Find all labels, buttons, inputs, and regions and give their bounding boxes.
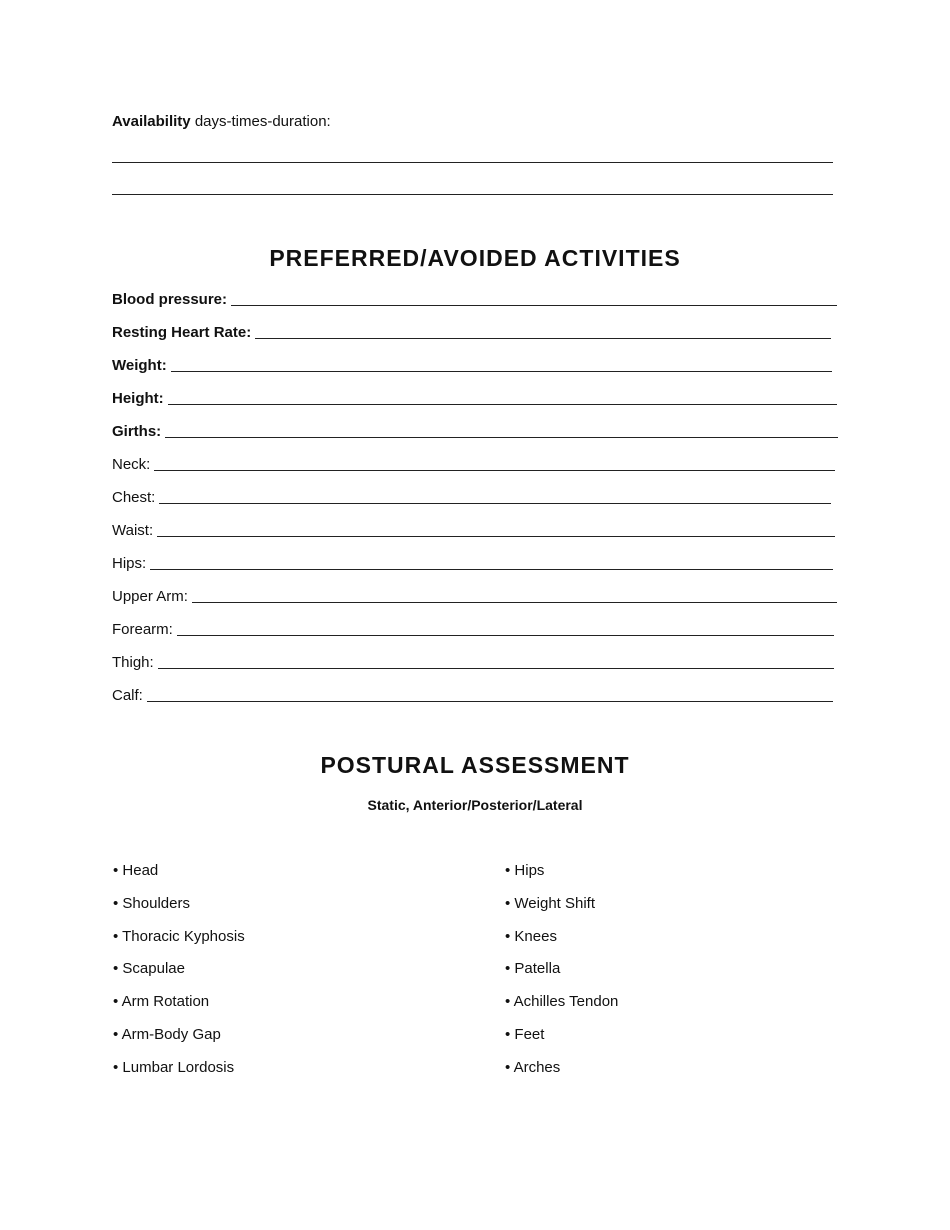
- field-rule[interactable]: [165, 437, 838, 438]
- list-item: • Achilles Tendon: [505, 993, 619, 1011]
- postural-list-right: [505, 862, 618, 1092]
- field-forearm[interactable]: [112, 619, 834, 639]
- field-girths[interactable]: [112, 421, 838, 441]
- field-label: Weight:: [112, 357, 167, 374]
- list-item: • Scapulae: [113, 960, 185, 978]
- list-item: • Weight Shift: [505, 894, 596, 912]
- field-rule[interactable]: [147, 701, 833, 702]
- field-resting-heart-rate[interactable]: [112, 322, 831, 342]
- list-item: • Feet: [505, 1025, 545, 1043]
- field-label: Thigh:: [112, 654, 154, 671]
- list-item: • Head: [113, 862, 159, 879]
- postural-subheading: Static, Anterior/Posterior/Lateral: [367, 797, 583, 813]
- field-upper-arm[interactable]: [112, 586, 837, 606]
- field-label: Chest:: [112, 489, 156, 506]
- list-item: • Shoulders: [113, 894, 190, 912]
- availability-line-2[interactable]: [112, 194, 833, 195]
- field-label: Blood pressure:: [112, 291, 228, 308]
- field-label: Neck:: [112, 456, 151, 473]
- field-hips[interactable]: [112, 553, 833, 573]
- field-calf[interactable]: [112, 685, 833, 705]
- field-label: Girths:: [112, 423, 162, 440]
- availability-label-bold: Availability: [112, 113, 191, 130]
- field-rule[interactable]: [192, 602, 837, 603]
- list-item: • Arm-Body Gap: [113, 1025, 221, 1043]
- field-label: Resting Heart Rate:: [112, 324, 252, 341]
- field-label: Forearm:: [112, 621, 173, 638]
- list-item: • Patella: [505, 960, 561, 978]
- field-rule[interactable]: [158, 668, 834, 669]
- field-rule[interactable]: [150, 569, 833, 570]
- field-thigh[interactable]: [112, 652, 834, 672]
- field-height[interactable]: [112, 388, 837, 408]
- field-label: Waist:: [112, 522, 154, 539]
- postural-list-left: [113, 862, 245, 1092]
- field-rule[interactable]: [168, 404, 837, 405]
- field-rule[interactable]: [157, 536, 835, 537]
- field-rule[interactable]: [154, 470, 835, 471]
- field-label: Calf:: [112, 687, 143, 704]
- field-blood-pressure[interactable]: [112, 289, 837, 309]
- field-rule[interactable]: [255, 338, 831, 339]
- activities-heading: PREFERRED/AVOIDED ACTIVITIES: [269, 245, 681, 271]
- list-item: • Thoracic Kyphosis: [113, 927, 245, 945]
- field-rule[interactable]: [159, 503, 831, 504]
- field-label: Hips:: [112, 555, 147, 572]
- field-label: Upper Arm:: [112, 588, 188, 605]
- list-item: • Hips: [505, 862, 545, 879]
- list-item: • Knees: [505, 927, 557, 945]
- availability-line-1[interactable]: [112, 162, 833, 163]
- field-waist[interactable]: [112, 520, 835, 540]
- field-rule[interactable]: [177, 635, 834, 636]
- field-rule[interactable]: [231, 305, 837, 306]
- list-item: • Arm Rotation: [113, 993, 210, 1011]
- field-neck[interactable]: [112, 454, 835, 474]
- field-rule[interactable]: [171, 371, 832, 372]
- postural-heading: POSTURAL ASSESSMENT: [320, 752, 630, 778]
- field-label: Height:: [112, 390, 164, 407]
- list-item: • Lumbar Lordosis: [113, 1058, 235, 1076]
- field-weight[interactable]: [112, 355, 832, 375]
- availability-detail: days-times-duration:: [194, 113, 331, 130]
- field-chest[interactable]: [112, 487, 831, 507]
- list-item: • Arches: [505, 1058, 561, 1076]
- availability-label: [112, 113, 331, 130]
